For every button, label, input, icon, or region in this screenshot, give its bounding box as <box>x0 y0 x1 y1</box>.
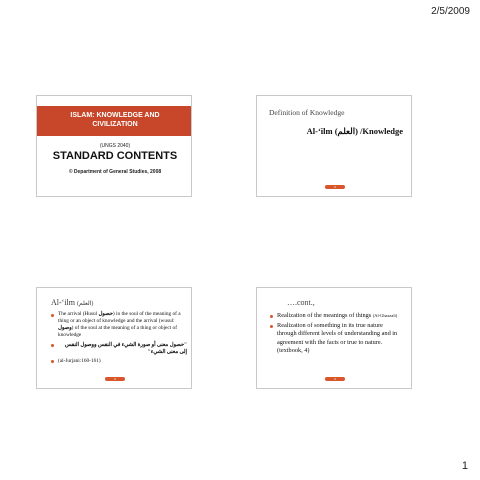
slide-1-title-line-2: CIVILIZATION <box>92 121 138 128</box>
slide-4-bullet-2 <box>270 322 402 355</box>
slide-3-title-text: Al-‘ilm <box>51 298 75 307</box>
bullet-1-text-c: ) of the soul at the meaning of a thing or object of knowledge <box>58 325 177 339</box>
slide-4-number-bar <box>325 377 345 381</box>
bullet-3-citation: (al-Jurjani:160-161) <box>58 357 101 364</box>
slide-4-bullet-2-text: Realization of something in its true nature through different levels of understanding and in agreement with the facts or true to nature. (textbook, 4) <box>277 322 398 354</box>
slide-4-thumbnail <box>256 287 412 389</box>
bullet-1-arabic-a: حصول <box>98 311 113 317</box>
slide-4-bullet-1 <box>270 312 402 320</box>
slide-3-number: 3 <box>114 377 116 381</box>
slide-4-bullet-list <box>270 312 402 357</box>
slide-3-bullet-1 <box>51 311 187 340</box>
slide-2-number: 2 <box>334 185 336 189</box>
slide-2-heading: Definition of Knowledge <box>269 108 345 117</box>
slide-3-thumbnail <box>36 287 192 389</box>
slide-2-number-bar <box>325 185 345 189</box>
slide-4-bullet-1-text: Realization of the meanings of things <box>277 312 372 319</box>
bullet-1-arabic-b: وصول <box>58 325 72 332</box>
page-number: 1 <box>461 460 468 472</box>
slide-1-title-bar <box>37 106 192 136</box>
slide-3-title-arabic: (العلم) <box>77 301 94 307</box>
bullet-1-text-a: The arrival (Husul <box>58 311 99 317</box>
slide-4-bullet-1-source: (Al-Ghazzali) <box>372 313 398 318</box>
slide-1-thumbnail <box>36 95 192 197</box>
slide-4-title: ….cont., <box>287 298 315 307</box>
slide-3-bullet-2 <box>51 342 187 356</box>
slide-3-bullet-list <box>51 311 187 367</box>
slide-3-number-bar <box>105 377 125 381</box>
course-code: (UNGS 2040) <box>99 143 131 149</box>
slide-2-thumbnail <box>256 95 412 197</box>
slide-1-title-line-1: ISLAM: KNOWLEDGE AND <box>70 112 160 120</box>
print-date: 2/5/2009 <box>431 6 470 17</box>
bullet-1-text-b: ) in the soul of the meaning of a thing or an object of knowledge and the arrival (wusul: <box>58 311 181 325</box>
slide-3-bullet-3 <box>51 358 187 365</box>
bullet-2-arabic: "حصول معنى أو صورة الشيء في النفس ووصول النفس إلى معنى الشيء" <box>64 341 187 355</box>
slide-3-title <box>51 298 93 307</box>
copyright-line: © Department of General Studies, 2008 <box>68 169 162 175</box>
slide-2-subheading: Al-‘ilm (العلم) /Knowledge <box>306 126 403 136</box>
slide-4-number: 4 <box>334 377 336 381</box>
slide-1-main-heading: STANDARD CONTENTS <box>52 150 178 162</box>
